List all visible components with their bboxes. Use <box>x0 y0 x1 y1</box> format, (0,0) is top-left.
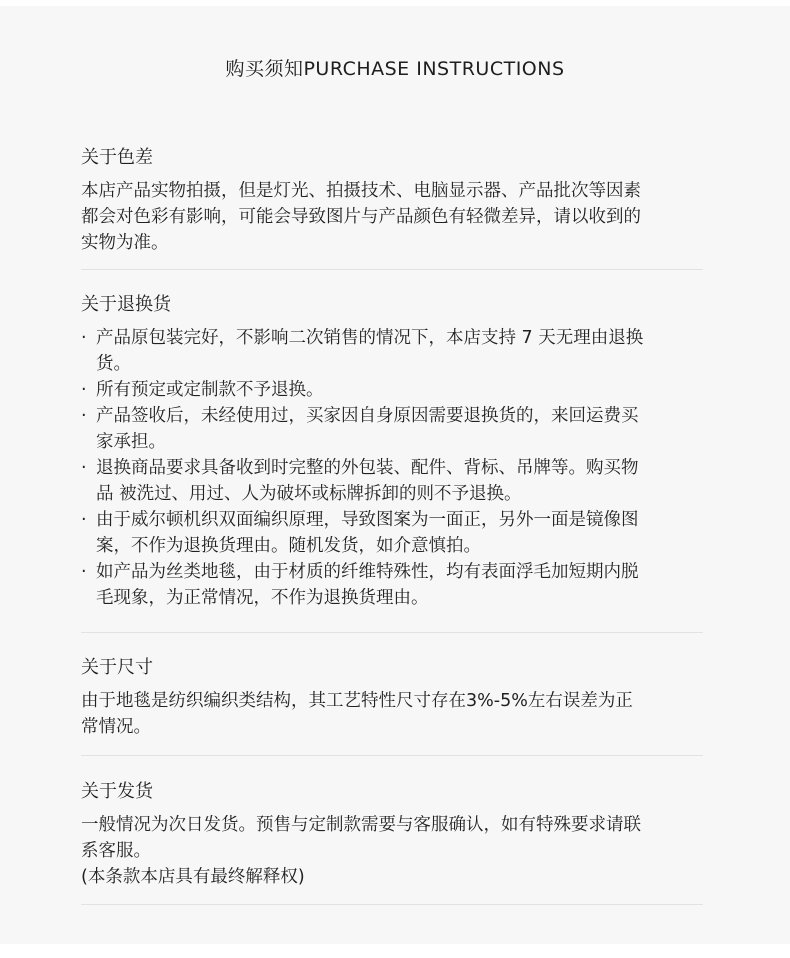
section-heading-color: 关于色差 <box>81 147 153 168</box>
section-shipping <box>81 779 721 890</box>
color-line-2: 都会对色彩有影响，可能会导致图片与产品颜色有轻微差异，请以收到的 <box>81 207 641 227</box>
top-band <box>0 0 790 6</box>
returns-item-4: · 退换商品要求具备收到时完整的外包装、配件、背标、吊牌等。购买物 品 被洗过、用过、人为破坏或标牌拆卸的则不予退换。 <box>81 455 721 507</box>
divider <box>81 632 703 633</box>
color-line-3: 实物为准。 <box>81 233 169 253</box>
bottom-band <box>0 944 790 958</box>
section-color-difference <box>81 145 721 256</box>
returns-item-1: · 产品原包装完好，不影响二次销售的情况下，本店支持 7 天无理由退换 货。 <box>81 325 721 377</box>
section-heading-returns: 关于退换货 <box>81 294 171 315</box>
bullet-dot: · <box>81 510 87 530</box>
shipping-disclaimer: (本条款本店具有最终解释权) <box>81 867 305 887</box>
returns-item-5: · 由于威尔顿机织双面编织原理，导致图案为一面正，另外一面是镜像图 案，不作为退换货理由。随机发货，如介意慎拍。 <box>81 507 721 559</box>
divider <box>81 755 703 756</box>
returns-item-2: · 所有预定或定制款不予退换。 <box>81 377 721 403</box>
size-line-2: 常情况。 <box>81 717 151 737</box>
divider <box>81 269 703 270</box>
section-returns <box>81 292 721 611</box>
divider <box>81 904 703 905</box>
bullet-dot: · <box>81 458 87 478</box>
returns-item-6: · 如产品为丝类地毯，由于材质的纤维特殊性，均有表面浮毛加短期内脱 毛现象，为正常情况，不作为退换货理由。 <box>81 559 721 611</box>
returns-item-3: · 产品签收后，未经使用过，买家因自身原因需要退换货的，来回运费买 家承担。 <box>81 403 721 455</box>
size-line-1: 由于地毯是纺织编织类结构，其工艺特性尺寸存在3%-5%左右误差为正 <box>81 691 633 711</box>
bullet-dot: · <box>81 406 87 426</box>
section-size <box>81 655 721 740</box>
bullet-dot: · <box>81 380 87 400</box>
bullet-dot: · <box>81 328 87 348</box>
color-line-1: 本店产品实物拍摄，但是灯光、拍摄技术、电脑显示器、产品批次等因素 <box>81 181 641 201</box>
bullet-dot: · <box>81 562 87 582</box>
section-heading-shipping: 关于发货 <box>81 781 153 802</box>
shipping-line-1: 一般情况为次日发货。预售与定制款需要与客服确认，如有特殊要求请联 <box>81 815 641 835</box>
shipping-line-2: 系客服。 <box>81 841 151 861</box>
section-heading-size: 关于尺寸 <box>81 657 153 678</box>
page-title: 购买须知PURCHASE INSTRUCTIONS <box>225 58 565 80</box>
